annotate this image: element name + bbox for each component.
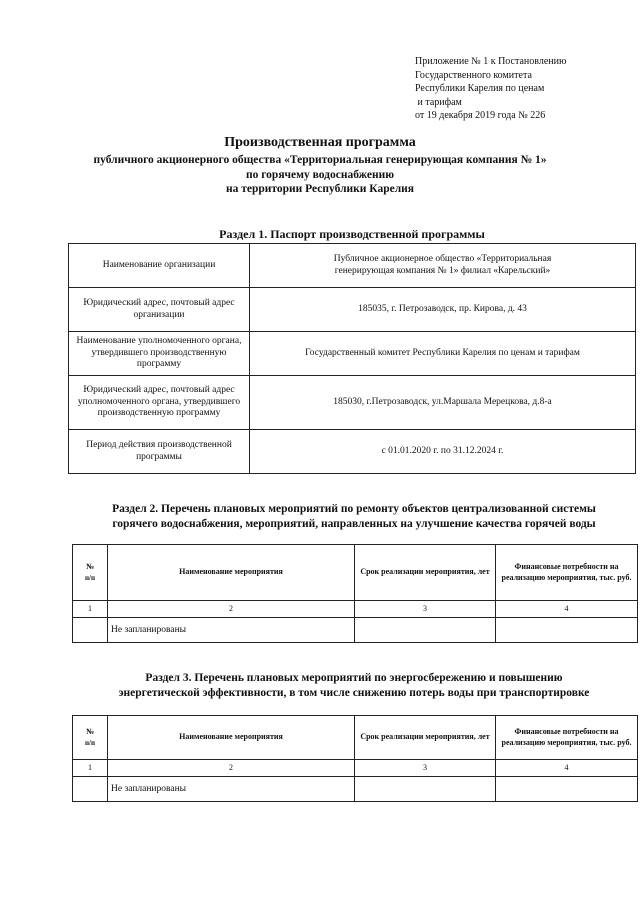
passport-value: 185030, г.Петрозаводск, ул.Маршала Мерецкова, д.8-а [250,376,636,430]
passport-value: Публичное акционерное общество «Территориальная генерирующая компания № 1» филиал «Карельский» [250,244,636,288]
col-number: 4 [496,760,638,777]
appendix-note [415,55,566,123]
heading-line: Раздел 2. Перечень плановых мероприятий по ремонту объектов централизованной системы [112,503,596,515]
passport-label: Период действия производственной программы [69,430,250,474]
table-header-row [73,545,638,601]
empty-cell [355,777,496,802]
document-subtitle [0,153,640,197]
col-number: 4 [496,601,638,618]
heading-line: горячего водоснабжения, мероприятий, направленных на улучшение качества горячей воды [112,518,596,530]
col-num-header [73,716,108,760]
col-number: 2 [108,601,355,618]
passport-value: 185035, г. Петрозаводск, пр. Кирова, д. 43 [250,288,636,332]
empty-cell [73,618,108,643]
passport-table [68,243,636,474]
appendix-line: Приложение № 1 к Постановлению [415,56,567,67]
passport-label: Юридический адрес, почтовый адрес организации [69,288,250,332]
table-header-row [73,716,638,760]
col-number: 1 [73,601,108,618]
subtitle-line: на территории Республики Карелия [225,183,415,195]
heading-line: Раздел 3. Перечень плановых мероприятий по энергосбережению и повышению [145,672,563,684]
passport-label: Наименование уполномоченного органа, утвердившего производственную программу [69,332,250,376]
col-num-header [73,545,108,601]
num-sub: п/п [84,573,95,582]
empty-cell [496,618,638,643]
col-finance-header: Финансовые потребности на реализацию мероприятия, тыс. руб. [496,545,638,601]
passport-label: Юридический адрес, почтовый адрес уполномоченного органа, утвердившего производственную программу [69,376,250,430]
appendix-line: Государственного комитета [415,69,532,81]
table-row [73,601,638,618]
empty-cell [355,618,496,643]
table-row [73,760,638,777]
num-sign: № [85,562,95,571]
table-row [69,376,636,430]
subtitle-line: публичного акционерного общества «Территориальная генерирующая компания № 1» [93,154,547,166]
col-number: 2 [108,760,355,777]
col-term-header: Срок реализации мероприятия, лет [355,545,496,601]
table-row [69,430,636,474]
col-name-header: Наименование мероприятия [108,716,355,760]
empty-cell [73,777,108,802]
num-sign: № [85,727,95,736]
passport-label: Наименование организации [69,244,250,288]
empty-cell [496,777,638,802]
section1-heading: Раздел 1. Паспорт производственной программы [219,227,485,241]
col-number: 3 [355,601,496,618]
passport-value: Государственный комитет Республики Карелия по ценам и тарифам [250,332,636,376]
row-text: Не запланированы [108,777,355,802]
passport-value: с 01.01.2020 г. по 31.12.2024 г. [250,430,636,474]
col-number: 1 [73,760,108,777]
appendix-line: Республики Карелия по ценам [415,83,545,94]
table-row [73,777,638,802]
document-title: Производственная программа [224,135,416,150]
table-row [69,332,636,376]
section2-table [72,544,638,643]
num-sub: п/п [84,738,95,747]
table-row [69,288,636,332]
row-text: Не запланированы [108,618,355,643]
table-row [69,244,636,288]
col-number: 3 [355,760,496,777]
section2-heading [70,502,638,532]
subtitle-line: по горячему водоснабжению [246,168,394,181]
col-finance-header: Финансовые потребности на реализацию мероприятия, тыс. руб. [496,716,638,760]
section3-heading [70,671,638,701]
appendix-line: от 19 декабря 2019 года № 226 [415,110,546,121]
section3-table [72,715,638,802]
appendix-line: и тарифам [415,96,462,108]
table-row [73,618,638,643]
col-term-header: Срок реализации мероприятия, лет [355,716,496,760]
col-name-header: Наименование мероприятия [108,545,355,601]
heading-line: энергетической эффективности, в том числе снижению потерь воды при транспортировке [118,687,590,699]
